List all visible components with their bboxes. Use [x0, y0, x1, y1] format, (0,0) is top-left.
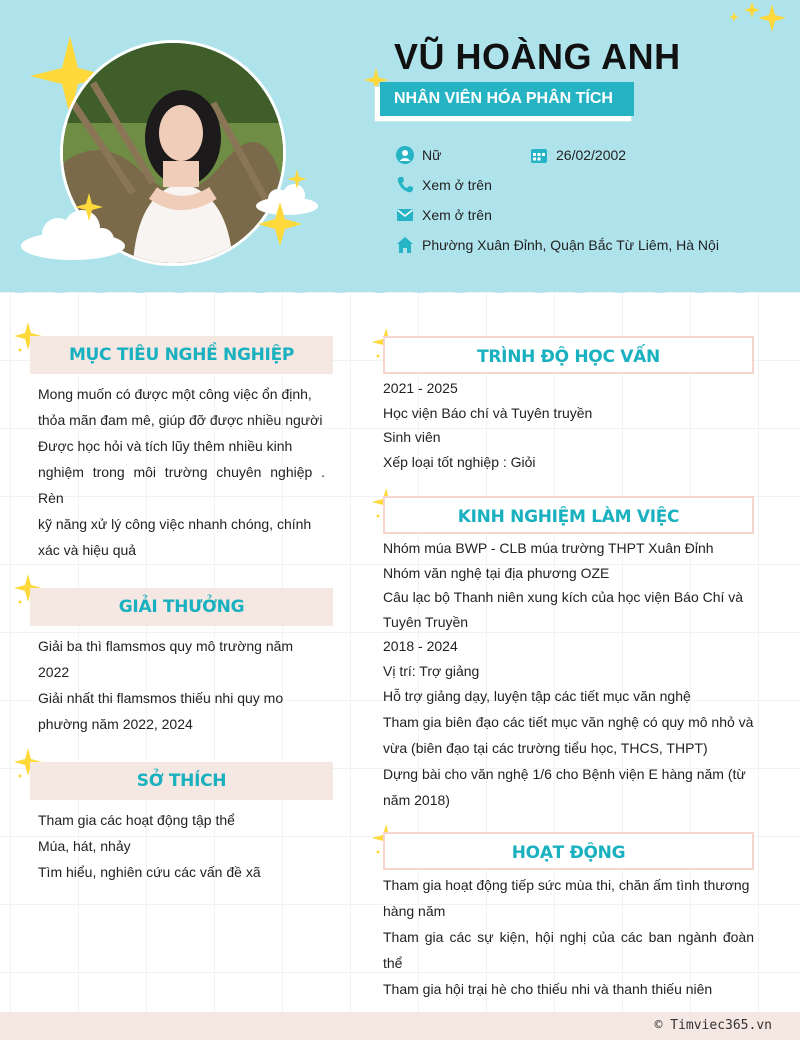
activities-heading: HOẠT ĐỘNG — [383, 832, 754, 870]
cloud-icon — [18, 206, 128, 262]
gender-row — [396, 145, 441, 165]
experience-line: Hỗ trợ giảng dạy, luyện tập các tiết mục văn nghệ — [383, 688, 691, 704]
person-icon — [396, 146, 414, 164]
awards-text — [38, 633, 325, 737]
career-line: Được học hỏi và tích lũy thêm nhiều kinh — [38, 438, 293, 454]
experience-line: Vị trí: Trợ giảng — [383, 662, 480, 679]
career-line: kỹ năng xử lý công việc nhanh chóng, chính — [38, 516, 312, 532]
experience-line: Câu lạc bộ Thanh niên xung kích của học viện Báo Chí và — [383, 589, 744, 605]
email-value: Xem ở trên — [422, 207, 492, 223]
candidate-name: VŨ HOÀNG ANH — [394, 36, 681, 77]
hobby-line: Tham gia các hoạt động tập thể — [38, 812, 235, 828]
education-line: Xếp loại tốt nghiệp : Giỏi — [383, 453, 536, 470]
experience-line: Nhóm múa BWP - CLB múa trường THPT Xuân Đỉnh — [383, 540, 714, 556]
career-line: Mong muốn có được một công việc ổn định, — [38, 386, 312, 402]
experience-line: Dựng bài cho văn nghệ 1/6 cho Bệnh viện E hàng năm (từ — [383, 766, 746, 782]
awards-line: phường năm 2022, 2024 — [38, 716, 193, 732]
hobby-line: Tìm hiểu, nghiên cứu các vấn đề xã — [38, 864, 261, 880]
career-line: xác và hiệu quả — [38, 542, 137, 558]
activity-line: Tham gia các sự kiện, hội nghị của các ban ngành đoàn thể — [383, 929, 754, 971]
phone-value: Xem ở trên — [422, 177, 492, 193]
calendar-icon — [530, 146, 548, 164]
education-line: Sinh viên — [383, 429, 441, 445]
job-title: NHÂN VIÊN HÓA PHÂN TÍCH — [380, 82, 634, 116]
experience-line: Tuyên Truyền — [383, 613, 469, 630]
copyright-text: © Timviec365.vn — [654, 1018, 772, 1033]
career-objective-heading: MỤC TIÊU NGHỀ NGHIỆP — [30, 336, 333, 374]
star-icon — [722, 2, 792, 38]
hobbies-heading: SỞ THÍCH — [30, 762, 333, 800]
scallop-edge — [0, 276, 800, 300]
experience-line: năm 2018) — [383, 792, 450, 808]
star-icon — [286, 168, 308, 190]
gender-value: Nữ — [422, 147, 442, 163]
birthdate-row — [530, 145, 626, 165]
email-row — [396, 205, 492, 225]
experience-line: Nhóm văn nghệ tại địa phương OZE — [383, 564, 610, 581]
education-line: 2021 - 2025 — [383, 380, 458, 396]
experience-text — [383, 536, 754, 813]
footer-bar — [0, 1012, 800, 1040]
awards-line: Giải nhất thi flamsmos thiếu nhi quy mo — [38, 690, 284, 706]
hobby-line: Múa, hát, nhảy — [38, 838, 131, 854]
activities-text — [383, 872, 754, 1002]
hobbies-text — [38, 807, 325, 885]
experience-line: 2018 - 2024 — [383, 638, 458, 654]
birthdate-value: 26/02/2002 — [556, 147, 627, 163]
activity-line: Tham gia hội trại hè cho thiếu nhi và thanh thiếu niên — [383, 981, 713, 997]
activity-line: Tham gia hoạt động tiếp sức mùa thi, chăn ấm tình thương — [383, 877, 750, 893]
star-icon — [74, 192, 104, 222]
phone-icon — [396, 176, 414, 194]
awards-line: Giải ba thì flamsmos quy mô trường năm — [38, 638, 294, 654]
address-row — [396, 235, 719, 255]
career-objective-text — [38, 381, 325, 563]
experience-line: vừa (biên đạo tại các trường tiểu học, THCS, THPT) — [383, 740, 708, 756]
awards-line: 2022 — [38, 664, 70, 680]
phone-row — [396, 175, 492, 195]
envelope-icon — [396, 206, 414, 224]
career-line: nghiệm trong môi trường chuyên nghiệp . Rèn — [38, 464, 325, 506]
education-text — [383, 376, 754, 474]
career-line: thỏa mãn đam mê, giúp đỡ được nhiều người — [38, 412, 323, 428]
star-icon — [256, 200, 304, 248]
home-icon — [396, 236, 414, 254]
education-line: Học viện Báo chí và Tuyên truyền — [383, 404, 593, 421]
activity-line: hàng năm — [383, 903, 446, 919]
awards-heading: GIẢI THƯỞNG — [30, 588, 333, 626]
experience-heading: KINH NGHIỆM LÀM VIỆC — [383, 496, 754, 534]
education-heading: TRÌNH ĐỘ HỌC VẤN — [383, 336, 754, 374]
address-value: Phường Xuân Đỉnh, Quận Bắc Từ Liêm, Hà Nội — [422, 237, 719, 253]
experience-line: Tham gia biên đạo các tiết mục văn nghệ có quy mô nhỏ và — [383, 714, 754, 730]
